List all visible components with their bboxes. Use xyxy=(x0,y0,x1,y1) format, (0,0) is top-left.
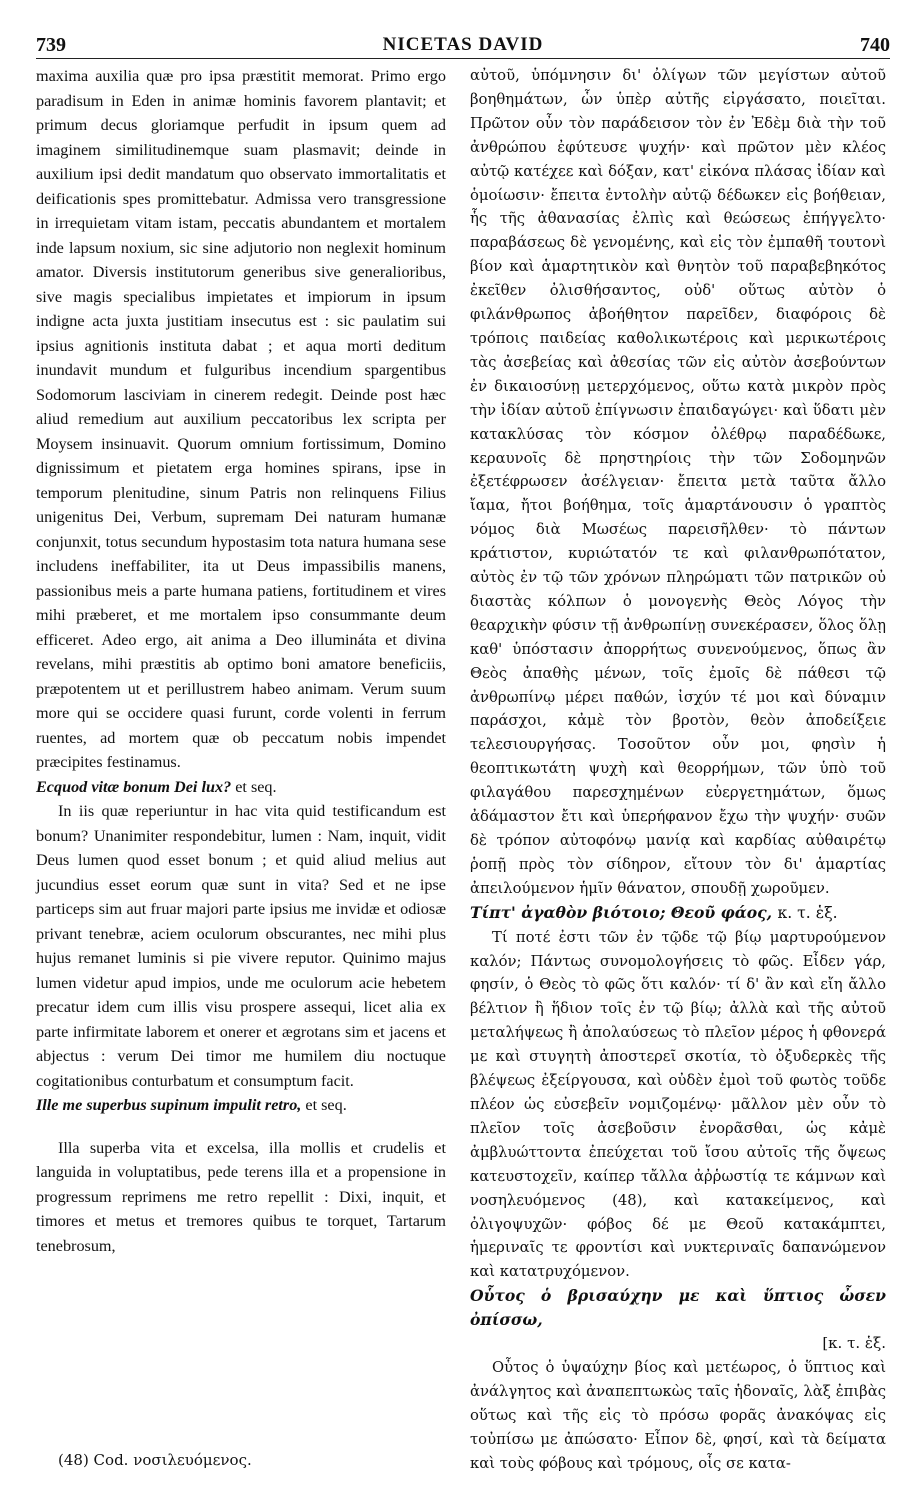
latin-lemma-1-etc: et seq. xyxy=(235,777,277,796)
greek-lemma-1-etc: κ. τ. ἑξ. xyxy=(777,903,838,922)
greek-lemma-2: Οὗτος ὁ βρισαύχην με καὶ ὕπτιος ὦσεν ὀπίσσω, xyxy=(470,1286,886,1330)
page-number-left: 739 xyxy=(36,33,66,56)
latin-paragraph-1: maxima auxilia quæ pro ipsa præstitit memorat. Primo ergo paradisum in Eden in animæ hominis favorem plantavit; et primum decus gloriamque perfudit in ipsum quem ad imaginem similitudinemque suam plasmavit; deinde in auxilium ipsi dedit mandatum quo observato immortalitatis et deificationis spes promittebatur. Admissa vero transgressione in irrequietam vitam istam, peccatis abundantem et mortalem inde lapsum noxium, sic sine adjutorio non neglexit hominum amator. Diversis institutorum generibus sive generalioribus, sive magis specialibus impietates et impiorum in ipsum indigne acta juxta justitiam insecutus est : sic paulatim sui ipsius agnitionis instituta dabat ; et aqua morti deditum inundavit mundum et fulguribus incendium spargentibus Sodomorum lasciviam in cinerem redegit. Deinde post hæc aliud remedium aut auxilium peccatoribus lex scripta per Moysem insinuavit. Quorum omnium fortissimum, Domino dignissimum et pietatem erga homines spirans, ipse in temporum plenitudine, sinum Patris non relinquens Filius unigenitus Dei, Verbum, supremam Dei naturam humanæ conjunxit, totus secundum hypostasim tota natura humana sese includens ineffabiliter, ita ut Deus impassibilis manens, passionibus meis a parte humana patiens, fortitudinem et vires mihi præberet, et me mortalem ipso consummante deum efficeret. Adeo ergo, ait anima a Deo illumináta et divina revelans, mihi præstitis ab optimo boni amatore beneficiis, præpotentem ut et perillustrem habeo animam. Verum suum more qui se occidere quasi furunt, corde volenti in ferrum ruentes, ad mortem quæ ob peccatum nobis impendet præcipites festinamus. xyxy=(36,67,446,771)
greek-paragraph-2: Τί ποτέ ἐστι τῶν ἐν τῷδε τῷ βίῳ μαρτυρούμενον καλόν; Πάντως συνομολογήσεις τὸ φῶς. Εἶδεν γάρ, φησίν, ὁ Θεὸς τὸ φῶς ὅτι καλόν· τί δ' ἂν καὶ εἴη ἄλλο βέλτιον ἢ ἥδιον τοῖς ἐν τῷ βίῳ; ἀλλὰ καὶ τῆς αὐτοῦ μεταλήψεως ἢ ἀπολαύσεως τὸ πλεῖον μέρος ἡ φθονερά με καὶ στυγητὴ ἀποστερεῖ σκοτία, τὸ ὀξυδερκὲς τῆς βλέψεως ἐξείργουσα, καὶ οὐδὲν ἐμοὶ τοῦ φωτὸς τοῦδε πλέον ὡς εὐσεβεῖν νομιζομένῳ· μᾶλλον μὲν οὖν τὸ πλεῖον τοῖς ἀσεβοῦσιν ἐνορᾶσθαι, ὡς κἀμὲ ἀμβλυώττοντα ἐπεύχεται τοῦ ἴσου αὐτοῖς τῆς ὄψεως κατευστοχεῖν, καίπερ τἄλλα ἀῤῥωστίᾳ τε κάμνων καὶ νοσηλευόμενος (48), καὶ κατακείμενος, καὶ ὀλιγοψυχῶν· φόβος δέ με Θεοῦ κατακάμπτει, ἡμεριναῖς τε φροντίσι καὶ νυκτεριναῖς δαπανώμενον καὶ κατατρυχόμενον. xyxy=(470,928,886,1281)
latin-lemma-1 xyxy=(36,775,446,800)
running-header xyxy=(36,30,890,60)
spacer xyxy=(36,1118,446,1136)
latin-lemma-1-text: Ecquod vitæ bonum Dei lux? xyxy=(36,777,232,796)
latin-paragraph-3: Illa superba vita et excelsa, illa mollis et crudelis et languida in voluptatibus, pede terens illa et a propensione in progressum reprimens me retro repellit : Dixi, inquit, et timores et metus et tremores quibus te torquet, Tartarum tenebrosum, xyxy=(36,1138,446,1255)
latin-lemma-2 xyxy=(36,1093,446,1118)
page-number-right: 740 xyxy=(859,33,890,56)
greek-paragraph-3: Οὗτος ὁ ὑψαύχην βίος καὶ μετέωρος, ὁ ὕπτιος καὶ ἀνάλγητος καὶ ἀναπεπτωκὼς ταῖς ἡδοναῖς, λὰξ ἐπιβὰς οὕτως καὶ τῆς εἰς τὸ πρόσω φορᾶς ἀνακόψας εἰς τοὐπίσω με ἀπώσατο· Εἶπον δὲ, φησί, καὶ τὰ δείματα καὶ τοὺς φόβους καὶ τρόμους, οἷς σε κατα- xyxy=(470,1358,886,1472)
greek-lemma-2-etc: [κ. τ. ἑξ. xyxy=(822,1334,886,1353)
running-title: NICETAS DAVID xyxy=(382,34,544,55)
greek-column xyxy=(470,64,886,1475)
greek-paragraph-1: αὐτοῦ, ὑπόμνησιν δι' ὀλίγων τῶν μεγίστων αὐτοῦ βοηθημάτων, ὧν ὑπὲρ αὐτῆς εἰργάσατο, ποιεῖται. Πρῶτον οὖν τὸν παράδεισον τὸν ἐν Ἐδὲμ διὰ τὴν τοῦ ἀνθρώπου ἐφύτευσε ψυχήν· καὶ πρῶτον μὲν κλέος αὐτῷ κατέχεε καὶ δόξαν, κατ' εἰκόνα πλάσας ἰδίαν καὶ ὁμοίωσιν· ἔπειτα ἐντολὴν αὐτῷ δέδωκεν εἰς βοήθειαν, ἧς τῆς ἀθανασίας ἐλπὶς καὶ θεώσεως ἐπήγγελτο· παραβάσεως δὲ γενομένης, καὶ εἰς τὸν ἐμπαθῆ τουτονὶ βίον καὶ ἁμαρτητικὸν καὶ θνητὸν τοῦ παραβεβηκότος ἐκεῖθεν ὀλισθήσαντος, οὐδ' οὕτως αὐτὸν ὁ φιλάνθρωπος ἀβοήθητον παρεῖδεν, διαφόροις δὲ τρόποις παιδείας καθολικωτέροις καὶ μερικωτέροις τὰς ἀσεβείας καὶ ἀθεσίας τῶν εἰς αὐτὸν ἀσεβούντων ἐν δικαιοσύνῃ μετερχόμενος, οὕτω κατὰ μικρὸν πρὸς τὴν ἰδίαν αὐτοῦ ἐπίγνωσιν ἐπαιδαγώγει· καὶ ὕδατι μὲν κατακλύσας τὸν κόσμον ὀλέθρῳ παραδέδωκε, κεραυνοῖς δὲ πρηστηρίοις τὴν τῶν Σοδομηνῶν ἐξετέφρωσεν ἀσέλγειαν· ἔπειτα μετὰ ταῦτα ἄλλο ἴαμα, ἤτοι βοήθημα, τοῖς ἁμαρτάνουσιν ὁ γραπτὸς νόμος διὰ Μωσέως παρεισῆλθεν· τὸ πάντων κράτιστον, κυριώτατόν τε καὶ φιλανθρωπότατον, αὐτὸς ἐν τῷ τῶν χρόνων πληρώματι τῶν πατρικῶν οὐ διαστὰς κόλπων ὁ μονογενὴς Θεὸς Λόγος τὴν θεαρχικὴν φύσιν τῇ ἀνθρωπίνῃ συνεκέρασεν, ὅλος ὅλῃ καθ' ὑπόστασιν ἀπορρήτως συνενούμενος, ὅπως ἂν Θεὸς ἀπαθὴς μένων, τοῖς ἐμοῖς δὲ πάθεσι τῷ ἀνθρωπίνῳ μέρει παθών, ἰσχύν τέ μοι καὶ δύναμιν παράσχοι, κἀμὲ τὸν βροτὸν, θεὸν ἀποδείξειε τελεσιουργήσας. Τοσοῦτον οὖν μοι, φησὶν ἡ θεοπτικωτάτη ψυχὴ καὶ θεορρήμων, τῶν ὑπὸ τοῦ φιλαγάθου παρεσχημένων εὐεργετημάτων, ὅμως ἀδάμαστον ἔτι καὶ ὑπερήφανον ἔχω τὴν ψυχήν· συῶν δὲ τρόπον αὐτοφόνῳ μανίᾳ καὶ καρδίας αὐθαιρέτῳ ῥοπῇ πρὸς τὸν σίδηρον, εἴτουν τὸν δι' ἁμαρτίας ἀπειλούμενον ἡμῖν θάνατον, σπουδῇ χωροῦμεν. xyxy=(470,67,886,897)
latin-lemma-2-etc: et seq. xyxy=(305,1096,347,1114)
header-rule xyxy=(36,58,890,59)
latin-column xyxy=(36,64,446,1258)
greek-lemma-1 xyxy=(470,901,886,926)
greek-lemma-1-text: Τίπτ' ἀγαθὸν βιότοιο; Θεοῦ φάος, xyxy=(470,902,773,922)
latin-lemma-2-text: Ille me superbus supinum impulit retro, xyxy=(36,1096,302,1114)
latin-paragraph-2: In iis quæ reperiuntur in hac vita quid testificandum est bonum? Unanimiter respondebitur, lumen : Nam, inquit, vidit Deus lumen quod esset bonum ; et quid aliud melius aut jucundius esset eorum quæ sunt in vita? Sed et ne ipse particeps sim aut fruar majori parte ipsius me invidæ et odiosæ privant tenebræ, aciem oculorum obscurantes, nec mihi plus hujus remanet luminis si pie vivere reputor. Quinimo majus lumen videtur apud impios, unde me oculorum acie hebetem precatur idem cum illis visu prospere assequi, licet alia ex parte infirmitate laborem et onerer et ægrotans sim et jacens et abjectus : verum Dei timor me humilem diu noctuque cogitationibus conturbatum et consumptum facit. xyxy=(36,802,446,1090)
footnote: (48) Cod. νοσιλευόμενος. xyxy=(58,1451,252,1469)
